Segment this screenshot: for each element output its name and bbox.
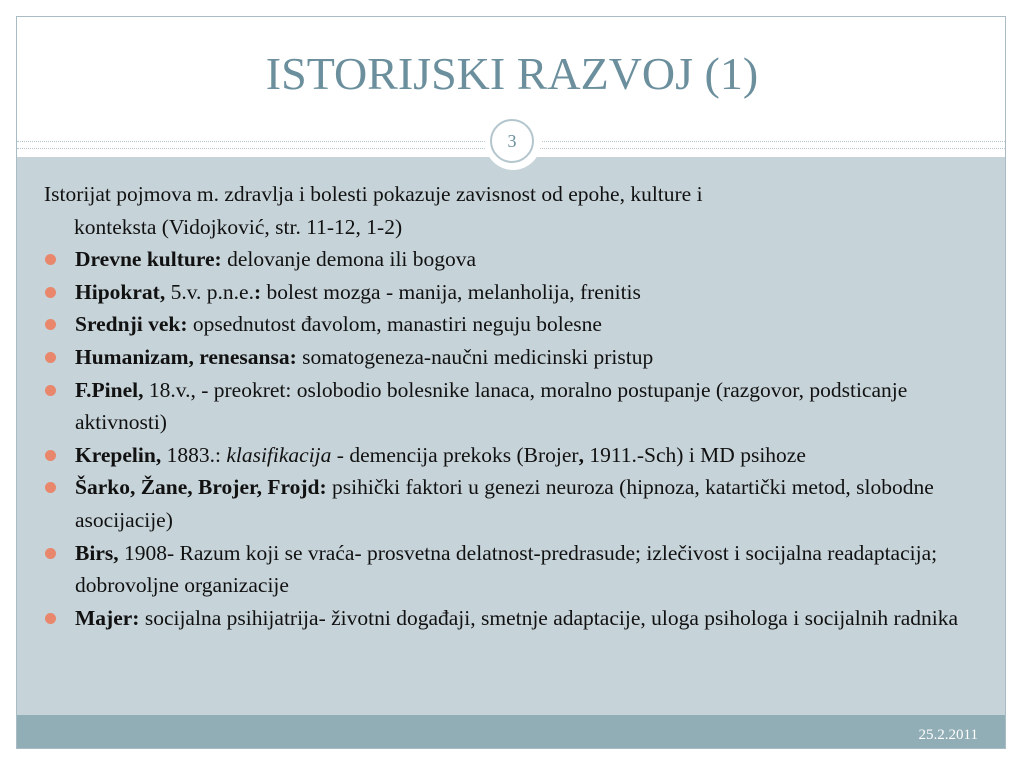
bullet-icon [45,548,56,559]
footer-bar [17,715,1005,748]
bullet-icon [45,385,56,396]
list-item [44,602,984,635]
item-heading: Hipokrat, [75,279,166,304]
list-item [44,243,984,276]
bullet-icon [45,482,56,493]
intro-line-1: Istorijat pojmova m. zdravlja i bolesti pokazuje zavisnost od epohe, kulture i [44,182,703,206]
bullet-icon [45,287,56,298]
item-text: 1908- Razum koji se vraća- prosvetna delatnost-predrasude; izlečivost i socijalna readaptacija; dobrovoljne organizacije [75,540,938,598]
item-heading: Šarko, Žane, Brojer, Frojd: [75,475,327,500]
item-text: delovanje demona ili bogova [221,247,477,272]
bullet-icon [45,319,56,330]
item-heading: F.Pinel, [75,377,144,402]
item-text: bolest mozga - manija, melanholija, frenitis [261,279,641,304]
item-heading: Drevne kulture: [75,247,222,272]
list-item [44,439,984,472]
item-text: 18.v., - preokret: oslobodio bolesnike lanaca, moralno postupanje (razgovor, podsticanje aktivnosti) [75,377,908,435]
list-item [44,276,984,309]
slide-date: 25.2.2011 [918,727,978,743]
item-text: - demencija prekoks (Brojer [331,442,579,467]
item-text: opsednutost đavolom, manastiri neguju bolesne [187,312,602,337]
bullet-icon [45,352,56,363]
item-comma: , [578,442,584,467]
list-item [44,471,984,536]
item-text: somatogeneza-naučni medicinski pristup [296,344,654,369]
item-text: 1883.: [161,442,227,467]
bullet-list [44,243,984,634]
item-heading: Majer: [75,605,140,630]
bullet-icon [45,254,56,265]
item-text: 1911.-Sch) i MD psihoze [583,442,806,467]
bullet-icon [45,450,56,461]
list-item [44,308,984,341]
list-item [44,537,984,602]
item-italic: klasifikacija [226,442,332,467]
intro-line-2: konteksta (Vidojković, str. 11-12, 1-2) [74,214,403,239]
item-colon: : [253,279,262,304]
bullet-icon [45,613,56,624]
item-heading: Srednji vek: [75,312,188,337]
intro-paragraph [44,178,984,243]
item-heading: Birs, [75,540,119,565]
item-heading: Krepelin, [75,442,162,467]
item-text: psihički faktori u genezi neuroza (hipnoza, katartički metod, slobodne asocijacije) [75,475,934,532]
slide-title: ISTORIJSKI RAZVOJ (1) [265,48,759,99]
list-item [44,374,984,439]
slide-number: 3 [490,119,534,163]
item-text: 5.v. p.n.e. [165,279,254,304]
item-heading: Humanizam, renesansa: [75,344,297,369]
item-text: socijalna psihijatrija- životni događaji, smetnje adaptacije, uloga psihologa i socijalnih radnika [139,605,959,630]
list-item [44,341,984,374]
slide-content [44,178,984,634]
